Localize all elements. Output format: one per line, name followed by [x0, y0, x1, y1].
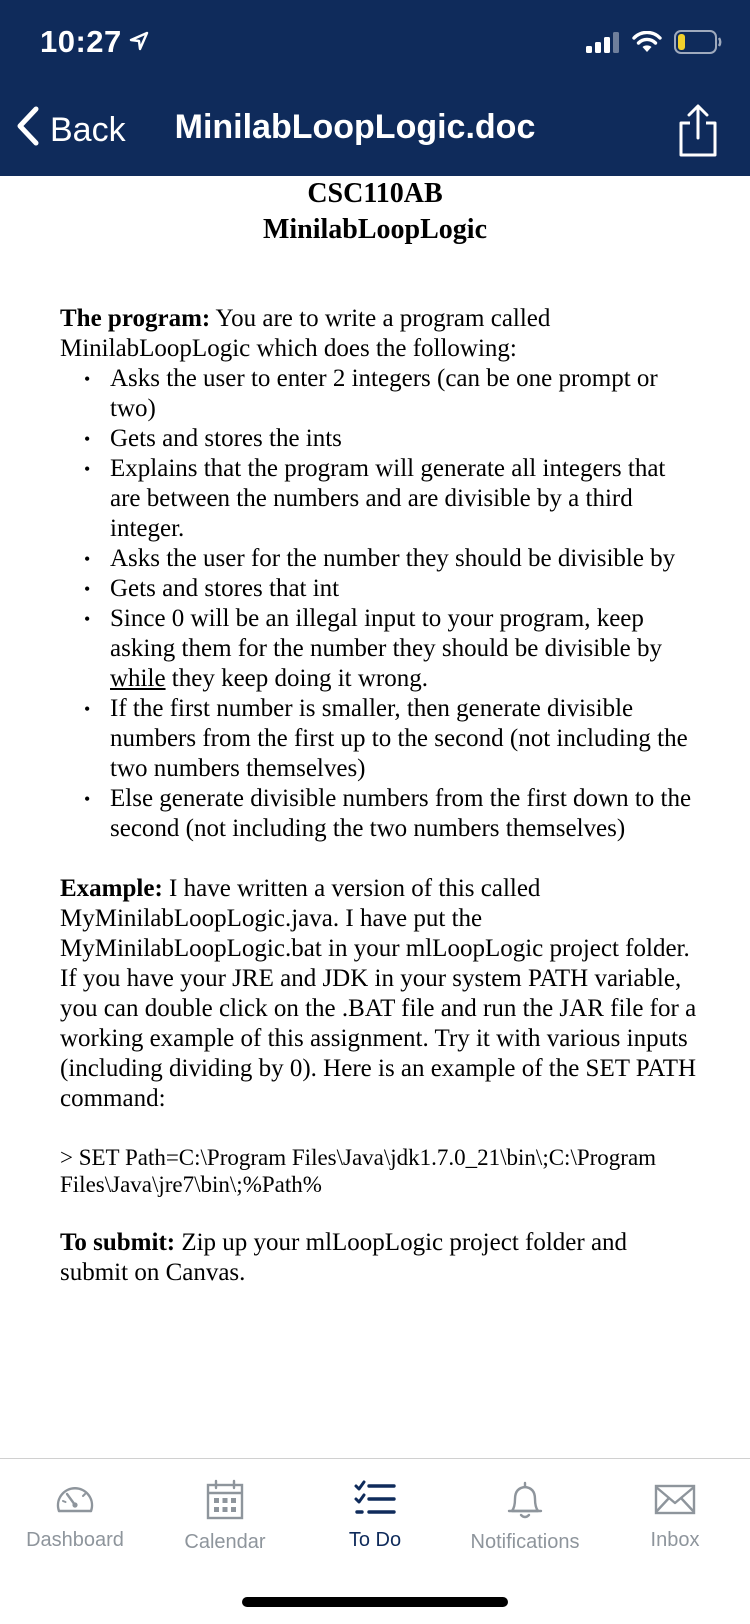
app-header — [0, 0, 750, 176]
wifi-icon — [632, 31, 662, 58]
command-text: > SET Path=C:\Program Files\Java\jdk1.7.0_21\bin\;C:\Program Files\Java\jre7\bin\;%Path% — [60, 1145, 657, 1197]
calendar-icon — [150, 1479, 300, 1521]
program-label: The program: — [60, 305, 211, 332]
home-indicator[interactable] — [242, 1597, 508, 1607]
status-time-text: 10:27 — [40, 24, 122, 59]
bell-icon — [450, 1479, 600, 1521]
list-item — [86, 574, 700, 604]
page-title-text: MinilabLoopLogic.doc — [174, 108, 536, 146]
document-body — [0, 304, 700, 1288]
back-label: Back — [50, 111, 126, 149]
tab-dashboard[interactable] — [0, 1473, 150, 1573]
tab-inbox[interactable] — [600, 1473, 750, 1573]
example-label: Example: — [60, 875, 163, 902]
program-text: You are to write a program called MinilabLoopLogic which does the following: — [60, 305, 551, 362]
underlined-word: while — [110, 665, 166, 692]
list-item — [86, 544, 700, 574]
location-arrow-icon — [128, 24, 150, 60]
submit-label: To submit: — [60, 1229, 176, 1256]
todo-list-icon — [300, 1479, 450, 1519]
tab-notifications[interactable] — [450, 1473, 600, 1573]
status-time — [40, 24, 150, 60]
list-item-text-suffix: they keep doing it wrong. — [165, 665, 428, 692]
list-item — [86, 454, 700, 544]
list-item — [86, 694, 700, 784]
list-item-text: If the first number is smaller, then generate divisible numbers from the first up to the second (not including the two numbers themselves) — [110, 695, 688, 782]
tab-label: Dashboard — [26, 1529, 124, 1551]
list-item — [86, 364, 700, 424]
command-paragraph — [60, 1144, 700, 1198]
list-item — [86, 784, 700, 844]
document-title-line2: MinilabLoopLogic — [262, 214, 488, 245]
list-item-text: Explains that the program will generate all integers that are between the numbers and are divisible by a third integer. — [110, 455, 666, 542]
tab-todo[interactable] — [300, 1473, 450, 1573]
status-indicators — [586, 30, 722, 59]
program-paragraph — [60, 304, 700, 364]
share-button[interactable] — [676, 104, 720, 158]
list-item-text: Gets and stores that int — [110, 575, 340, 602]
tab-label: Calendar — [184, 1531, 266, 1553]
list-item-text: Asks the user for the number they should be divisible by — [110, 545, 676, 572]
envelope-icon — [600, 1479, 750, 1519]
tab-label: Notifications — [470, 1531, 580, 1553]
share-icon — [676, 145, 720, 162]
example-paragraph — [60, 874, 700, 1114]
list-item-text: Since 0 will be an illegal input to your program, keep asking them for the number they should be divisible by — [110, 605, 662, 662]
list-item — [86, 604, 700, 694]
chevron-left-icon — [16, 106, 40, 155]
submit-paragraph — [60, 1228, 700, 1288]
example-text: I have written a version of this called MyMinilabLoopLogic.java. I have put the MyMinilabLoopLogic.bat in your mlLoopLogic project folder. If you have your JRE and JDK in your system PATH variable, you can double click on the .BAT file and run the JAR file for a working example of this assignment. Try it with various inputs (including dividing by 0). Here is an example of the SET PATH command: — [60, 875, 697, 1112]
document-title — [0, 176, 750, 248]
dashboard-icon — [0, 1479, 150, 1519]
back-button[interactable] — [16, 106, 126, 155]
submit-text: Zip up your mlLoopLogic project folder and submit on Canvas. — [60, 1229, 628, 1286]
list-item-text: Else generate divisible numbers from the first down to the second (not including the two numbers themselves) — [110, 785, 692, 842]
document-title-line1: CSC110AB — [307, 178, 443, 209]
requirements-list — [86, 364, 700, 844]
tab-label: Inbox — [650, 1529, 700, 1551]
list-item-text: Asks the user to enter 2 integers (can be one prompt or two) — [110, 365, 658, 422]
tab-label: To Do — [348, 1529, 402, 1551]
list-item — [86, 424, 700, 454]
tab-calendar[interactable] — [150, 1473, 300, 1573]
cellular-signal-icon — [586, 31, 620, 58]
list-item-text: Gets and stores the ints — [110, 425, 342, 452]
battery-icon — [674, 30, 722, 59]
document-viewer[interactable] — [0, 176, 750, 1458]
